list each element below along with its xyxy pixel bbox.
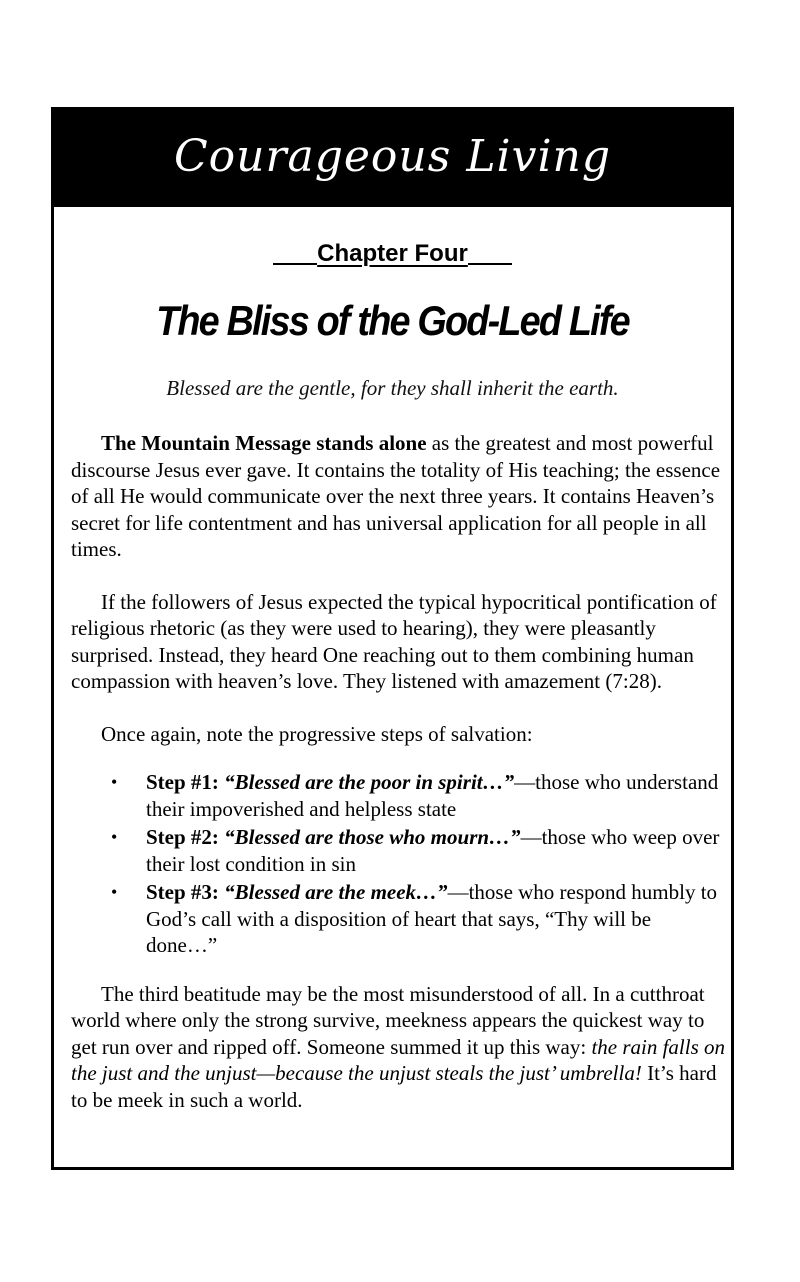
body-text <box>71 430 726 1139</box>
paragraph-2: If the followers of Jesus expected the typical hypocritical pontification of religious rhetoric (as they were used to hearing), they were pleasantly surprised. Instead, they heard One reaching out to them combining human compassion with heaven’s love. They listened with amazement (7:28). <box>71 589 717 693</box>
step-quote: “Blessed are the poor in spirit…” <box>224 770 515 794</box>
epigraph: Blessed are the gentle, for they shall inherit the earth. <box>166 376 619 400</box>
step-number: Step #1: <box>146 770 225 794</box>
paragraph-1-rest: as the greatest and most powerful discourse Jesus ever gave. It contains the totality of His teaching; the essence of all He would communicate over the next three years. It contains Heaven’s secret for life contentment and has universal application for all people in all times. <box>71 431 721 561</box>
step-quote: “Blessed are the meek…” <box>224 880 448 904</box>
page-frame <box>51 107 734 1170</box>
paragraph-4-start: The third beatitude may be the most misunderstood of all. In a cutthroat world where only the strong survive, meekness appears the quickest way to get run over and ripped off. Someone summed it up this way: <box>71 981 705 1059</box>
list-item <box>71 824 726 877</box>
list-item <box>71 879 726 959</box>
book-title: Courageous Living <box>173 131 612 182</box>
chapter-rule-right <box>468 263 512 265</box>
step-description: —those who understand their impoverished and helpless state <box>146 770 719 821</box>
paragraph-1 <box>71 430 726 563</box>
bullet-icon: • <box>111 827 118 847</box>
chapter-label <box>54 240 731 268</box>
bullet-icon: • <box>111 882 118 902</box>
step-quote: “Blessed are those who mourn…” <box>224 825 521 849</box>
step-description: —those who weep over their lost condition in sin <box>146 825 720 876</box>
title-banner <box>54 110 731 207</box>
chapter-label-text: Chapter Four <box>317 240 468 267</box>
step-description: —those who respond humbly to God’s call with a disposition of heart that says, “Thy will be done…” <box>146 880 718 957</box>
paragraph-1-lead: The Mountain Message stands alone <box>101 431 427 455</box>
bullet-icon: • <box>111 772 118 792</box>
step-number: Step #3: <box>146 880 225 904</box>
list-item <box>71 769 726 822</box>
steps-list <box>71 769 726 959</box>
step-number: Step #2: <box>146 825 225 849</box>
chapter-title: The Bliss of the God-Led Life <box>156 297 629 344</box>
chapter-rule-left <box>273 263 317 265</box>
paragraph-3: Once again, note the progressive steps of salvation: <box>101 721 533 746</box>
paragraph-4-end: It’s hard to be meek in such a world. <box>71 1061 717 1112</box>
paragraph-4-italic: the rain falls on the just and the unjust—because the unjust steals the just’ umbrella! <box>71 1034 726 1085</box>
paragraph-4 <box>71 981 726 1114</box>
